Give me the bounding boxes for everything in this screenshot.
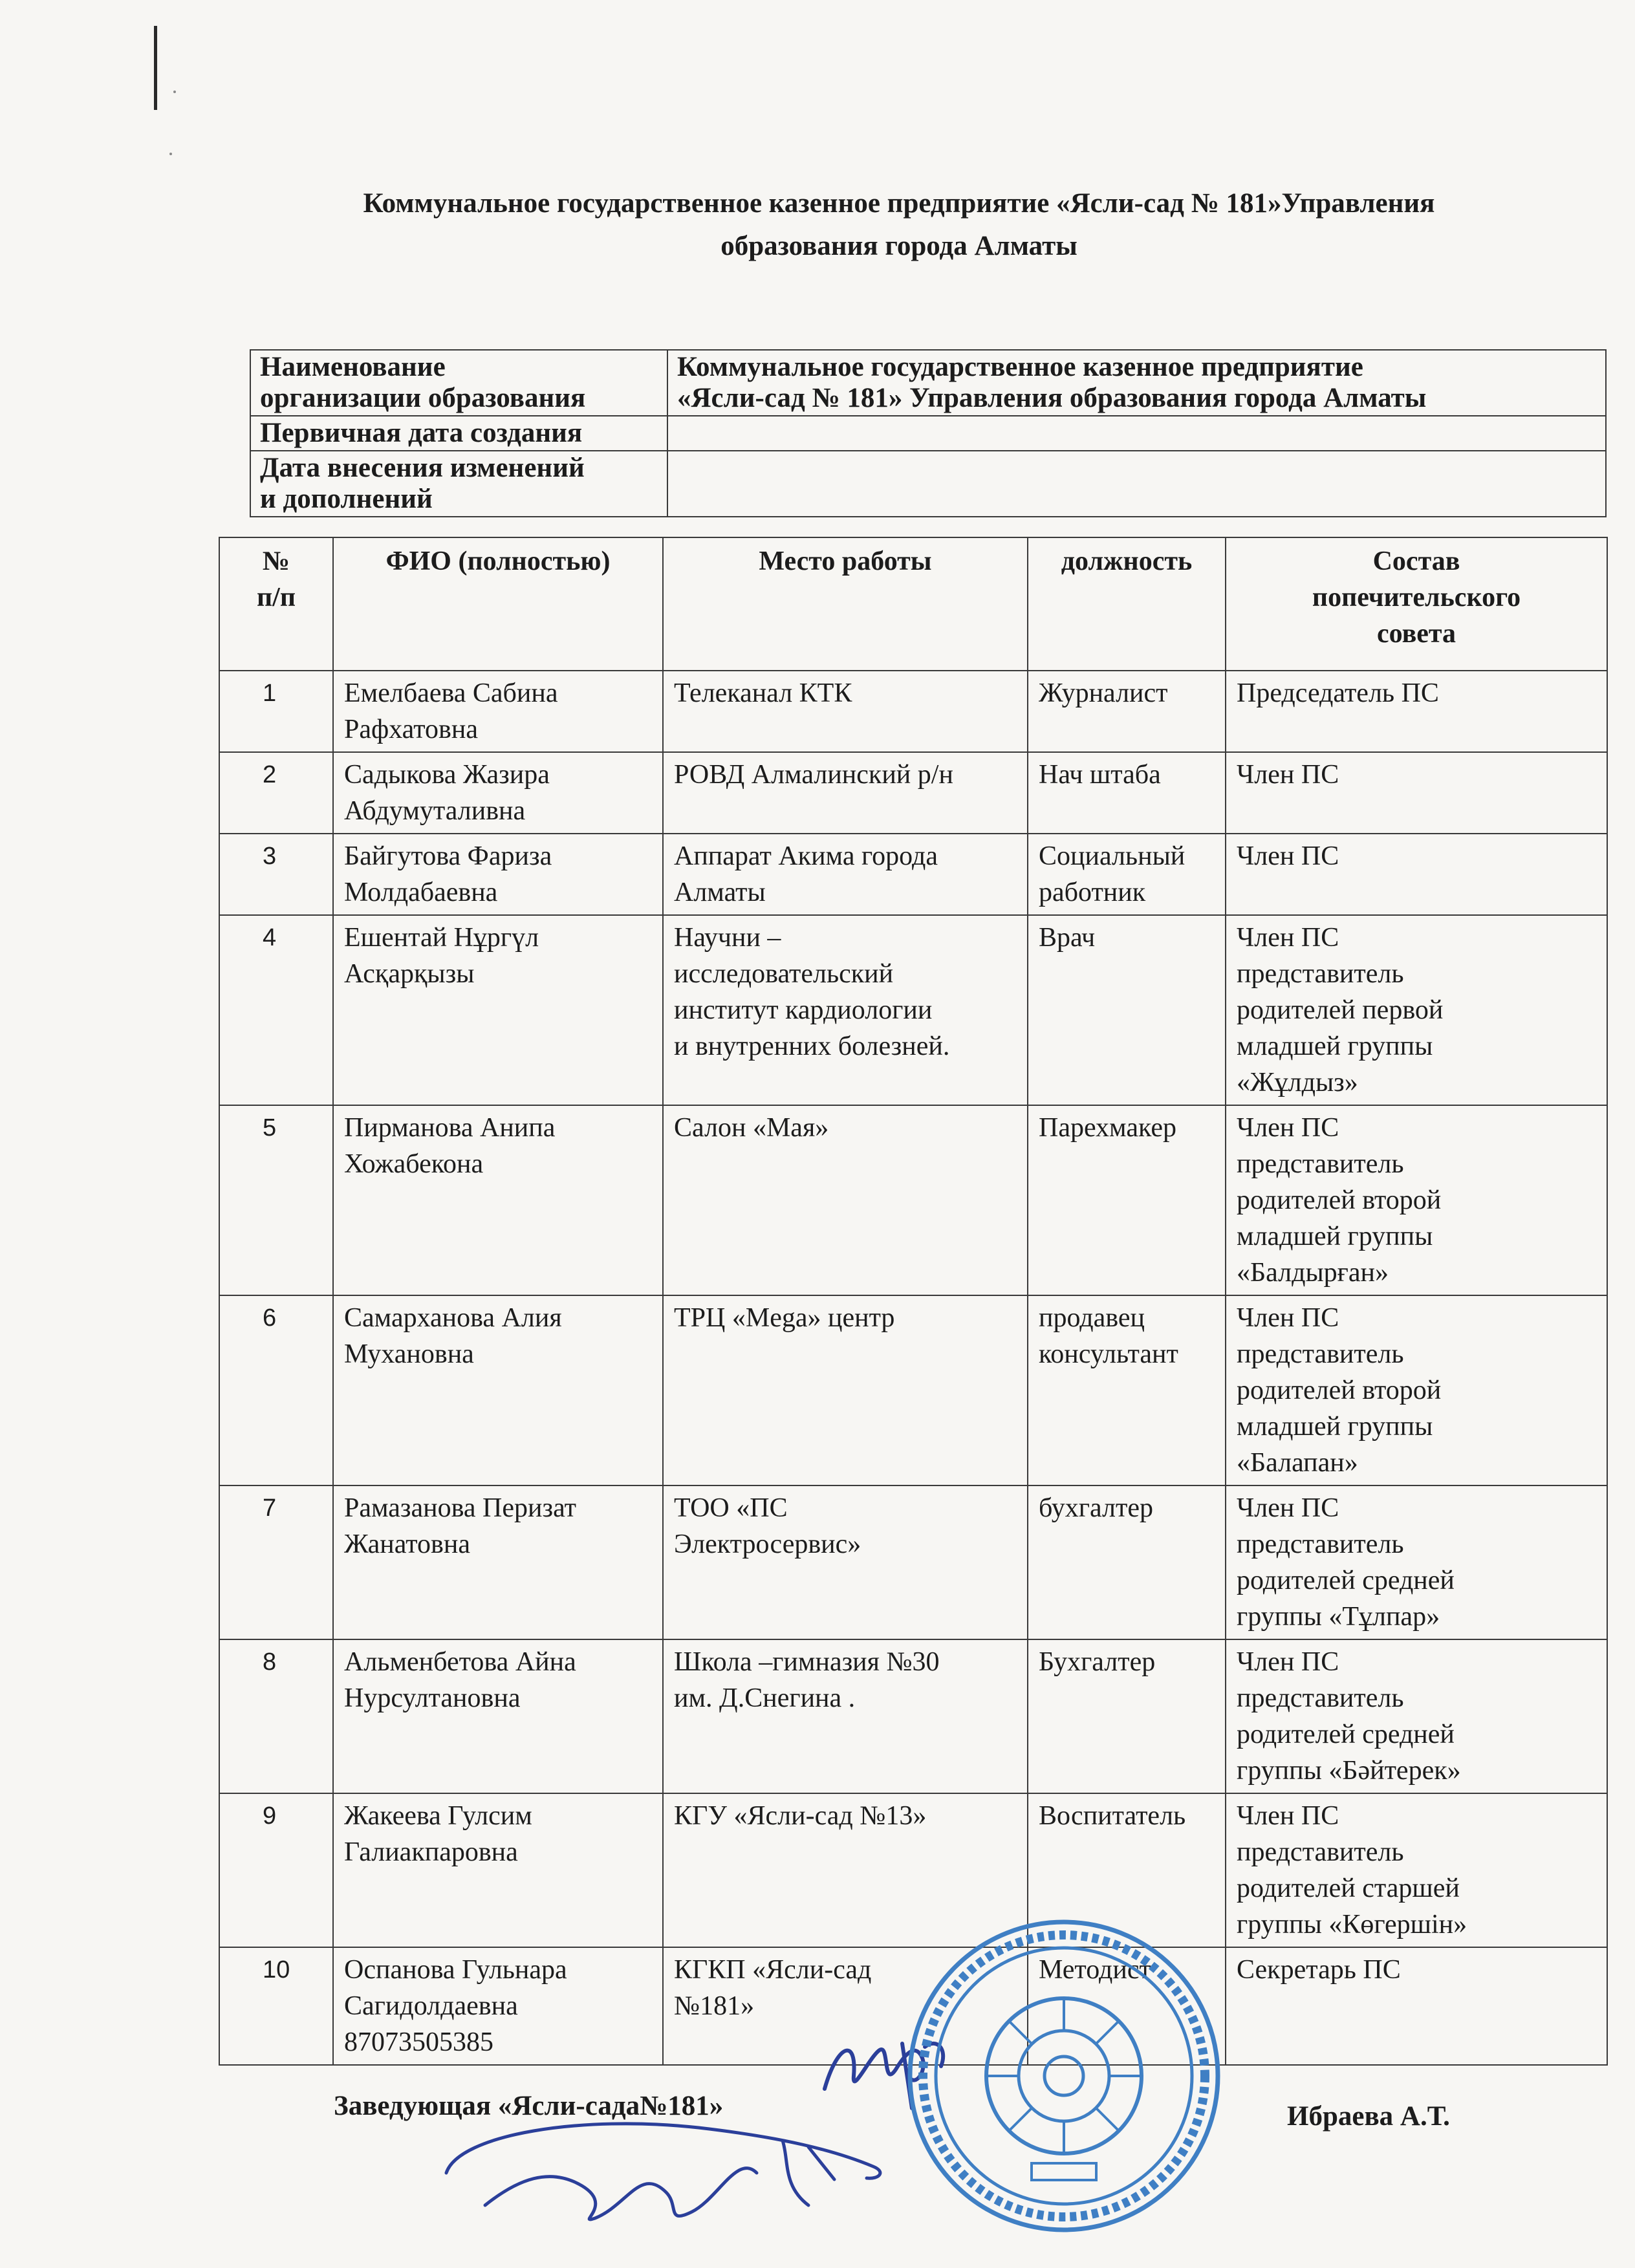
member-fio-line: Галиакпаровна <box>344 1837 518 1867</box>
row-number: 5 <box>219 1105 333 1295</box>
member-fio-line: Мухановна <box>344 1339 474 1369</box>
changes-date-label <box>250 451 667 517</box>
row-number: 10 <box>219 1947 333 2065</box>
member-board-role <box>1226 671 1607 752</box>
member-workplace <box>663 834 1028 915</box>
row-number: 7 <box>219 1485 333 1639</box>
member-board-role-line: Член ПС <box>1237 841 1339 871</box>
member-board-role <box>1226 915 1607 1105</box>
created-date-row <box>250 416 1606 451</box>
table-row <box>219 752 1607 834</box>
member-board-role-line: представитель <box>1237 959 1404 989</box>
member-board-role-line: Член ПС <box>1237 1493 1339 1523</box>
org-name-row <box>250 350 1606 416</box>
organization-info-table <box>250 349 1607 517</box>
member-position-line: бухгалтер <box>1039 1493 1153 1523</box>
member-board-role-line: группы «Бәйтерек» <box>1237 1756 1461 1786</box>
member-board-role-line: представитель <box>1237 1683 1404 1713</box>
member-fio-line: Емелбаева Сабина <box>344 678 558 708</box>
member-board-role-line: группы «Көгершін» <box>1237 1910 1467 1939</box>
document-header <box>194 182 1604 268</box>
member-fio <box>333 1947 663 2065</box>
member-board-role-line: младшей группы <box>1237 1412 1433 1442</box>
member-position <box>1028 1295 1226 1485</box>
scan-speck <box>169 153 172 155</box>
member-board-role-line: Член ПС <box>1237 923 1339 953</box>
member-fio-line: Жакеева Гулсим <box>344 1801 532 1831</box>
member-workplace <box>663 1639 1028 1793</box>
member-fio-line: Байгутова Фариза <box>344 841 552 871</box>
changes-date-row <box>250 451 1606 517</box>
member-workplace-line: РОВД Алмалинский р/н <box>674 760 953 790</box>
member-workplace-line: ТОО «ПС <box>674 1493 788 1523</box>
member-position-line: работник <box>1039 878 1146 907</box>
row-number: 4 <box>219 915 333 1105</box>
member-board-role-line: Член ПС <box>1237 1801 1339 1831</box>
member-board-role-line: Член ПС <box>1237 1647 1339 1677</box>
member-board-role <box>1226 752 1607 834</box>
member-rows <box>219 671 1607 2065</box>
member-workplace-line: Аппарат Акима города <box>674 841 938 871</box>
member-workplace <box>663 1105 1028 1295</box>
table-row <box>219 1295 1607 1485</box>
signature-name: Ибраева А.Т. <box>1287 2101 1450 2132</box>
member-board-role-line: представитель <box>1237 1529 1404 1559</box>
member-position-line: Воспитатель <box>1039 1801 1186 1831</box>
member-board-role-line: родителей первой <box>1237 995 1444 1025</box>
member-workplace-line: и внутренних болезней. <box>674 1031 950 1061</box>
created-date-label: Первичная дата создания <box>250 416 667 451</box>
member-fio-line: Садыкова Жазира <box>344 760 550 790</box>
member-workplace-line: КГУ «Ясли-сад №13» <box>674 1801 927 1831</box>
member-workplace-line: исследовательский <box>674 959 894 989</box>
member-board-role-line: родителей средней <box>1237 1720 1455 1749</box>
member-fio-line: Жанатовна <box>344 1529 471 1559</box>
member-board-role <box>1226 1485 1607 1639</box>
member-fio-line: Сагидолдаевна <box>344 1991 518 2021</box>
member-workplace-line: Салон «Мая» <box>674 1113 829 1143</box>
org-name-value-line: «Ясли-сад № 181» Управления образования города Алматы <box>677 383 1427 413</box>
header-line-1: Коммунальное государственное казенное предприятие «Ясли-сад № 181»Управления <box>363 188 1435 219</box>
member-fio-line: Оспанова Гульнара <box>344 1955 567 1985</box>
member-workplace-line: №181» <box>674 1991 755 2021</box>
member-position <box>1028 834 1226 915</box>
member-board-role-line: Член ПС <box>1237 1113 1339 1143</box>
changes-label-line: и дополнений <box>260 484 433 514</box>
member-board-role-line: Председатель ПС <box>1237 678 1439 708</box>
member-board-role <box>1226 1105 1607 1295</box>
member-position-line: Бухгалтер <box>1039 1647 1156 1677</box>
org-name-value-line: Коммунальное государственное казенное предприятие <box>677 352 1363 382</box>
member-fio <box>333 1295 663 1485</box>
member-fio-line: Ешентай Нұргүл <box>344 923 539 953</box>
member-board-role <box>1226 1295 1607 1485</box>
member-position-line: Методист <box>1039 1955 1151 1985</box>
member-workplace-line: Научни – <box>674 923 781 953</box>
member-board-role-line: Член ПС <box>1237 760 1339 790</box>
scan-margin-mark <box>154 26 157 110</box>
table-row <box>219 834 1607 915</box>
col-header-number <box>219 537 333 671</box>
member-board-role-line: Член ПС <box>1237 1303 1339 1333</box>
header-line-2: образования города Алматы <box>720 231 1077 261</box>
member-board-role-line: младшей группы <box>1237 1031 1433 1061</box>
table-row <box>219 1485 1607 1639</box>
member-fio <box>333 915 663 1105</box>
member-workplace <box>663 915 1028 1105</box>
col-header-position: должность <box>1028 537 1226 671</box>
member-workplace <box>663 1295 1028 1485</box>
member-position-line: Нач штаба <box>1039 760 1161 790</box>
row-number: 8 <box>219 1639 333 1793</box>
table-row <box>219 915 1607 1105</box>
member-workplace <box>663 1485 1028 1639</box>
member-workplace-line: ТРЦ «Mega» центр <box>674 1303 895 1333</box>
member-board-role-line: младшей группы <box>1237 1222 1433 1251</box>
col-header-fio: ФИО (полностью) <box>333 537 663 671</box>
member-position-line: Врач <box>1039 923 1096 953</box>
member-board-role <box>1226 1793 1607 1947</box>
row-number: 3 <box>219 834 333 915</box>
member-position <box>1028 915 1226 1105</box>
member-workplace-line: КГКП «Ясли-сад <box>674 1955 872 1985</box>
col-header-line: п/п <box>256 583 296 612</box>
member-fio-line: Абдумуталивна <box>344 796 526 826</box>
org-name-value <box>667 350 1606 416</box>
table-row <box>219 1105 1607 1295</box>
member-fio-line: Рамазанова Перизат <box>344 1493 577 1523</box>
member-workplace-line: Алматы <box>674 878 766 907</box>
member-workplace-line: Электросервис» <box>674 1529 861 1559</box>
member-board-role-line: «Балапан» <box>1237 1448 1358 1478</box>
member-board-role-line: представитель <box>1237 1837 1404 1867</box>
org-name-label-line: Наименование <box>260 352 446 382</box>
member-board-role-line: Секретарь ПС <box>1237 1955 1401 1985</box>
col-header-board-role <box>1226 537 1607 671</box>
member-board-role <box>1226 834 1607 915</box>
member-board-role-line: «Балдырған» <box>1237 1258 1389 1288</box>
member-workplace-line: Школа –гимназия №30 <box>674 1647 940 1677</box>
member-position-line: Журналист <box>1039 678 1168 708</box>
member-board-role-line: родителей второй <box>1237 1376 1442 1405</box>
official-seal-icon <box>902 1914 1226 2238</box>
member-fio <box>333 834 663 915</box>
org-name-label-line: организации образования <box>260 383 586 413</box>
member-fio-line: Асқарқызы <box>344 959 475 989</box>
handwritten-flourish-icon <box>420 2089 912 2244</box>
member-board-role <box>1226 1947 1607 2065</box>
member-position-line: Парехмакер <box>1039 1113 1176 1143</box>
table-header-row <box>219 537 1607 671</box>
member-fio <box>333 1485 663 1639</box>
member-fio <box>333 1639 663 1793</box>
board-members-table <box>219 537 1608 2066</box>
member-workplace-line: им. Д.Снегина . <box>674 1683 856 1713</box>
member-board-role-line: представитель <box>1237 1339 1404 1369</box>
member-workplace-line: Телеканал КТК <box>674 678 852 708</box>
member-position-line: продавец <box>1039 1303 1145 1333</box>
row-number: 2 <box>219 752 333 834</box>
col-header-line: совета <box>1376 619 1456 649</box>
signature-title: Заведующая «Ясли-сада№181» <box>334 2091 724 2121</box>
member-board-role-line: группы «Тұлпар» <box>1237 1602 1440 1632</box>
member-fio-line: Самарханова Алия <box>344 1303 562 1333</box>
col-header-workplace: Место работы <box>663 537 1028 671</box>
row-number: 1 <box>219 671 333 752</box>
member-fio-line: Альменбетова Айна <box>344 1647 576 1677</box>
member-position-line: Социальный <box>1039 841 1186 871</box>
member-fio-line: Нурсултановна <box>344 1683 521 1713</box>
col-header-line: Состав <box>1372 546 1460 576</box>
row-number: 6 <box>219 1295 333 1485</box>
member-position <box>1028 1639 1226 1793</box>
member-fio <box>333 1105 663 1295</box>
member-position <box>1028 671 1226 752</box>
member-board-role-line: родителей средней <box>1237 1566 1455 1595</box>
col-header-line: № <box>262 546 290 576</box>
member-board-role-line: родителей старшей <box>1237 1874 1460 1903</box>
member-fio-line: Рафхатовна <box>344 715 478 744</box>
member-board-role-line: представитель <box>1237 1149 1404 1179</box>
member-fio <box>333 1793 663 1947</box>
col-header-line: попечительского <box>1312 583 1521 612</box>
scan-speck <box>173 91 176 93</box>
created-date-value <box>667 416 1606 451</box>
row-number: 9 <box>219 1793 333 1947</box>
member-fio-line: Пирманова Анипа <box>344 1113 556 1143</box>
member-board-role-line: «Жұлдыз» <box>1237 1068 1358 1097</box>
member-board-role-line: родителей второй <box>1237 1185 1442 1215</box>
member-fio-line: Молдабаевна <box>344 878 498 907</box>
changes-label-line: Дата внесения изменений <box>260 453 585 483</box>
member-fio <box>333 752 663 834</box>
member-position-line: консультант <box>1039 1339 1178 1369</box>
org-name-label <box>250 350 667 416</box>
table-row <box>219 1639 1607 1793</box>
member-fio <box>333 671 663 752</box>
member-fio-line: Хожабекона <box>344 1149 484 1179</box>
member-workplace <box>663 671 1028 752</box>
member-workplace-line: институт кардиологии <box>674 995 933 1025</box>
member-workplace <box>663 752 1028 834</box>
member-position <box>1028 752 1226 834</box>
changes-date-value <box>667 451 1606 517</box>
member-board-role <box>1226 1639 1607 1793</box>
member-position <box>1028 1105 1226 1295</box>
member-position <box>1028 1485 1226 1639</box>
table-row <box>219 671 1607 752</box>
member-fio-line: 87073505385 <box>344 2027 493 2057</box>
